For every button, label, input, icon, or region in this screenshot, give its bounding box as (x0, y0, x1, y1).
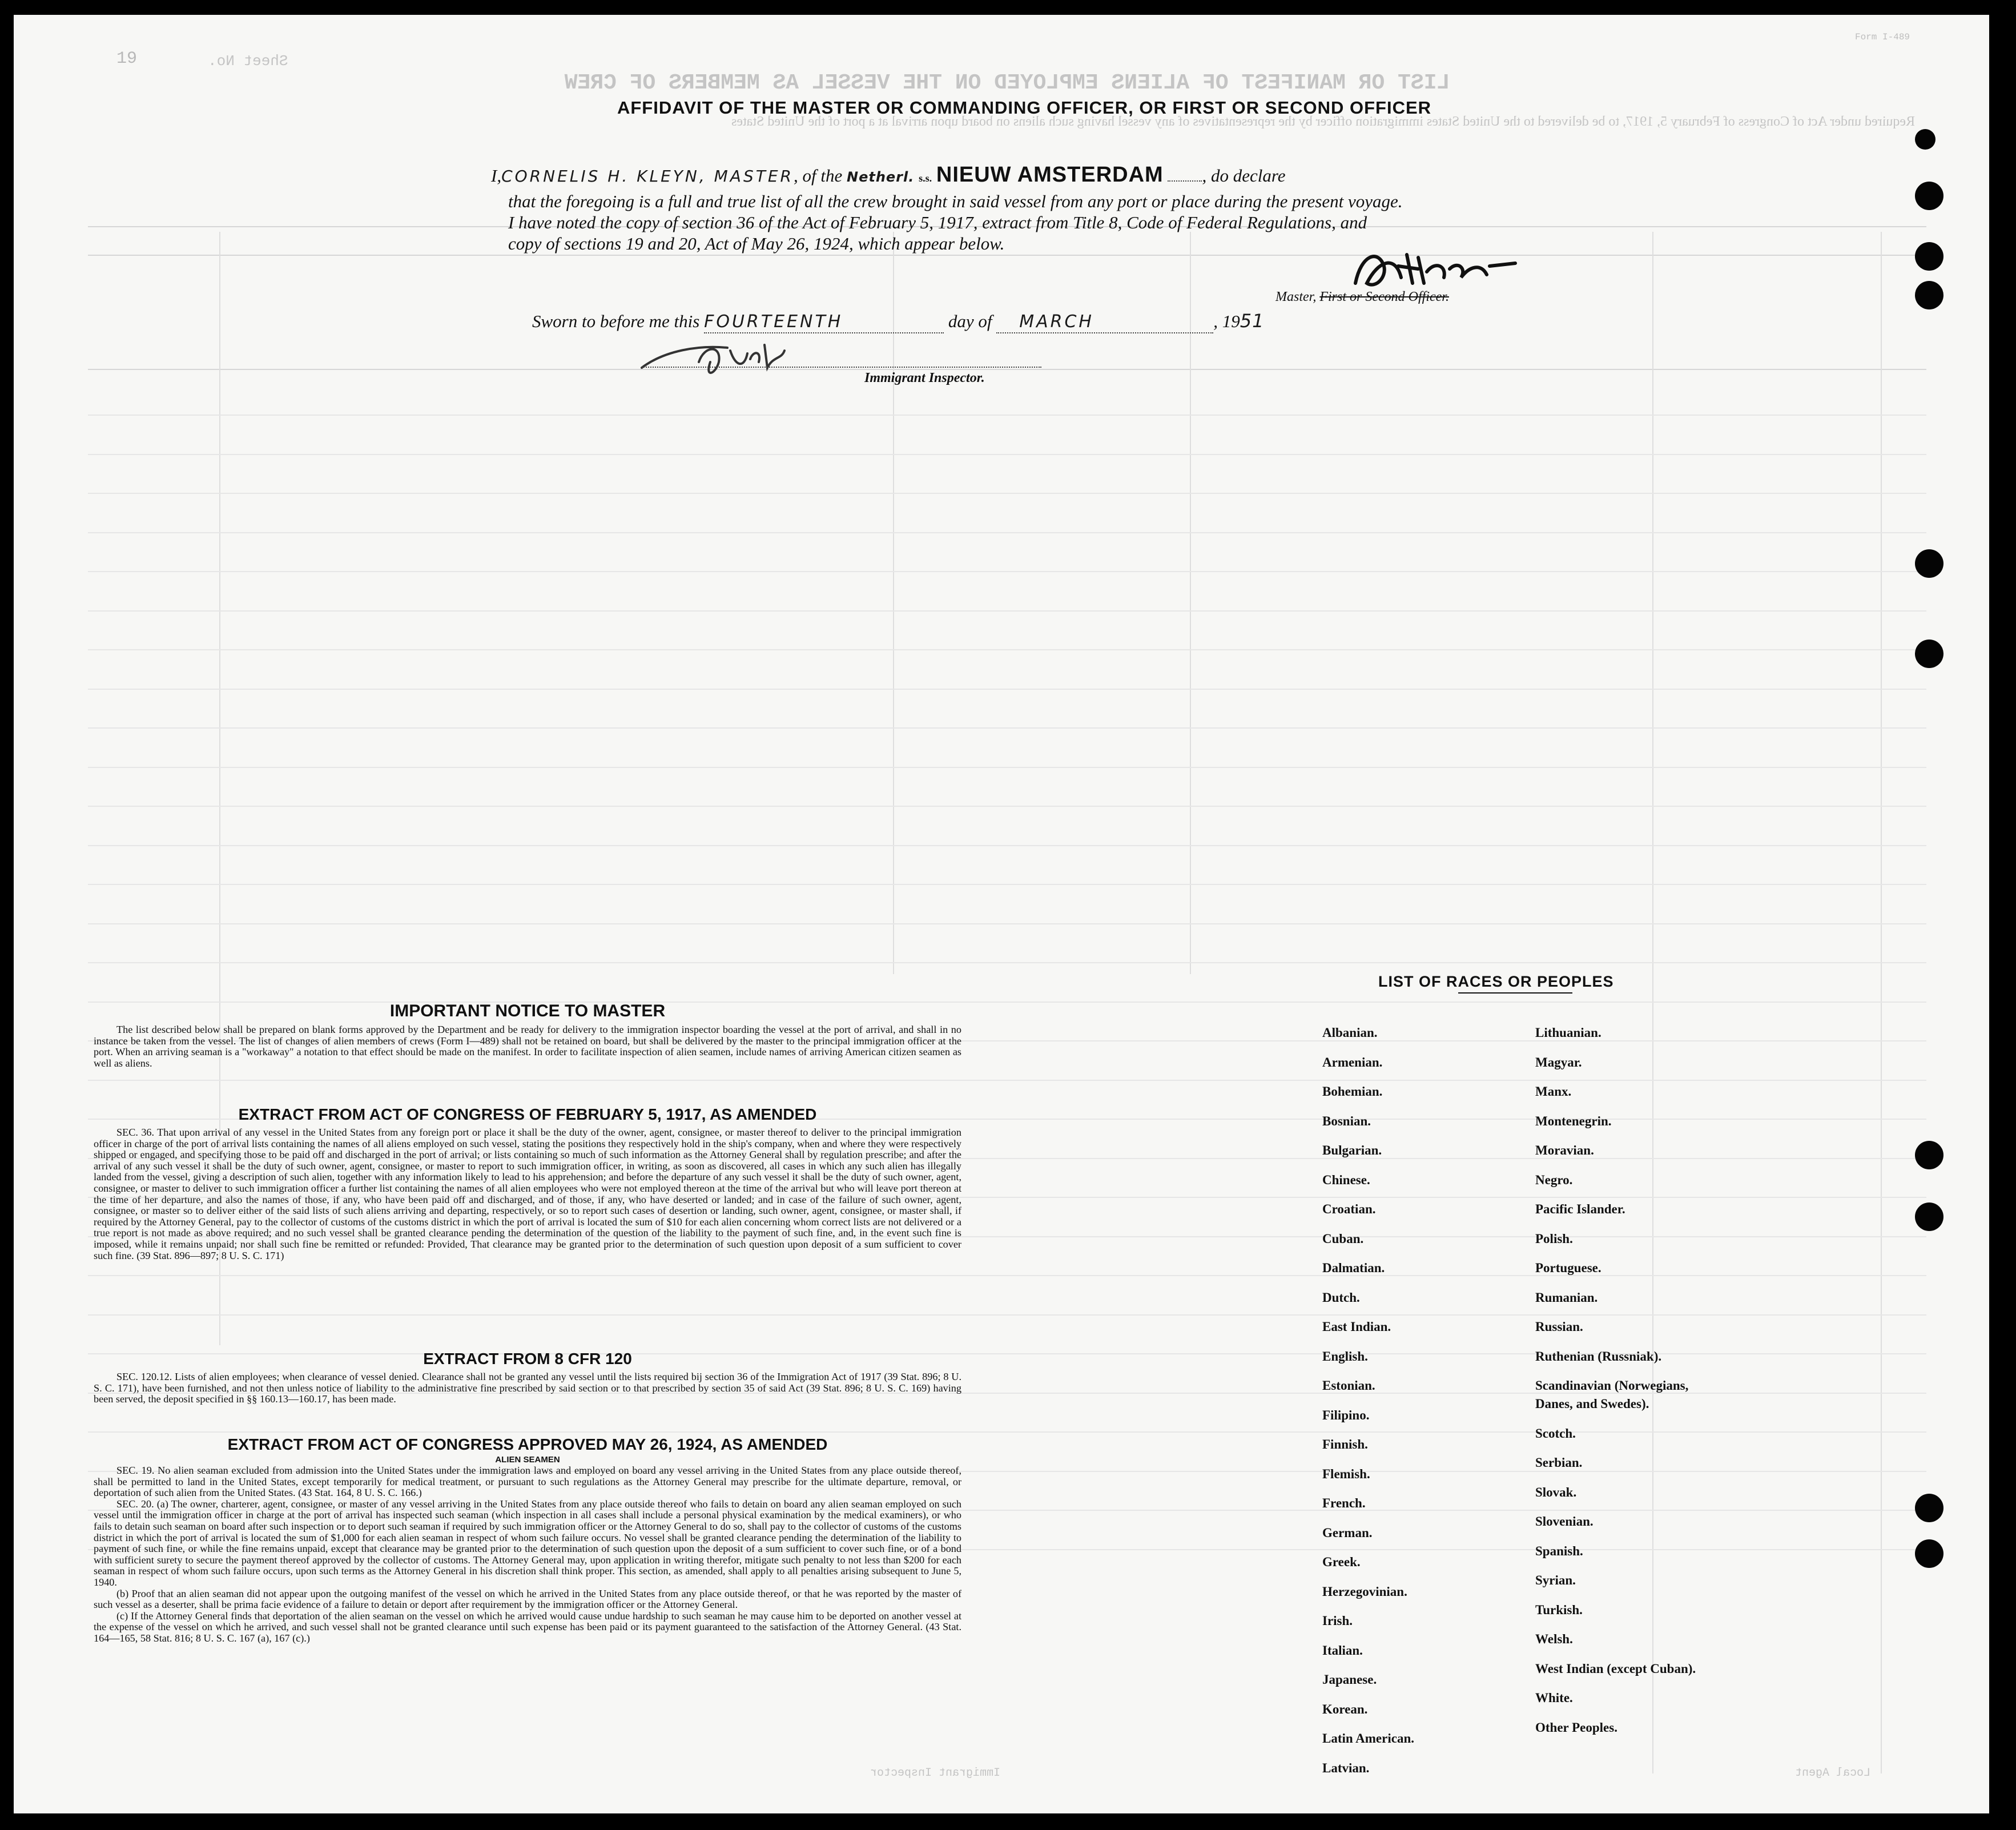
sheet-number: 19 (116, 49, 138, 69)
race-item: Japanese. (1322, 1672, 1377, 1687)
race-item: Herzegovinian. (1322, 1584, 1407, 1599)
punch-hole (1915, 1202, 1943, 1231)
race-item: Armenian. (1322, 1055, 1383, 1069)
race-item: Negro. (1535, 1172, 1573, 1187)
race-item: Russian. (1535, 1320, 1583, 1334)
race-item: Manx. (1535, 1084, 1572, 1099)
race-item: Bohemian. (1322, 1084, 1383, 1099)
race-item: Rumanian. (1535, 1290, 1598, 1305)
sworn-month: MARCH (996, 311, 1213, 333)
race-item: English. (1322, 1349, 1368, 1364)
day-of-label: day of (948, 311, 992, 331)
race-item: Spanish. (1535, 1543, 1583, 1558)
race-item: Slovenian. (1535, 1514, 1594, 1529)
punch-hole (1915, 182, 1943, 210)
nationality: Netherl. (846, 169, 915, 185)
race-item: Welsh. (1535, 1632, 1573, 1646)
races-title: LIST OF RACES OR PEOPLES (1378, 973, 1614, 990)
race-item: German. (1322, 1525, 1373, 1540)
affidavit-title: AFFIDAVIT OF THE MASTER OR COMMANDING OFFICER, OR FIRST OR SECOND OFFICER (617, 98, 1432, 118)
officer-name: CORNELIS H. KLEYN, MASTER (501, 167, 794, 186)
race-item: West Indian (except Cuban). (1535, 1661, 1696, 1676)
race-item: Montenegrin. (1535, 1113, 1612, 1128)
year-prefix: , 19 (1213, 311, 1240, 331)
race-item: Syrian. (1535, 1573, 1576, 1587)
race-item: Latin American. (1322, 1731, 1414, 1745)
ghost-row-rule (88, 649, 1926, 650)
cfr-paragraph: SEC. 120.12. Lists of alien employees; when clearance of vessel denied. Clearance shall not be granted any vessel until the lists required bij section 36 of the Immigration Act of 1917 (39 Stat. 896; 8 U. S. C. 171), have been furnished, and not then unless notice of liability to the administrative fine prescribed by said section or to that prescribed by section 35 of said Act (39 Stat. 896; 8 U. S. C. 169) having been served, the deposit specified in §§ 160.13—160.17, has been made. (94, 1371, 961, 1405)
act1917-title: EXTRACT FROM ACT OF CONGRESS OF FEBRUARY 5, 1917, AS AMENDED (238, 1105, 817, 1123)
ghost-row-rule (88, 1080, 1926, 1081)
race-item: Finnish. (1322, 1437, 1368, 1451)
notice-body (94, 1024, 961, 1069)
race-item: Croatian. (1322, 1202, 1376, 1216)
ghost-row-rule (88, 493, 1926, 494)
act1917-paragraph: SEC. 36. That upon arrival of any vessel in the United States from any foreign port or place it shall be the duty of the owner, agent, consignee, or master thereof to deliver to the principal immigration officer in charge of the port of arrival lists containing the names of all aliens employed on such vessel, stating the positions they respectively hold in the ship's company, when and where they were respectively shipped or engaged, and specifying those to be paid off and discharged in the port of arrival; or lists containing so much of such information as the Attorney General shall by regulation prescribe; and after the arrival of any such vessel it shall be the duty of such owner, agent, consignee, or master to report to such immigration officer, in writing, as soon as discovered, all cases in which any such alien has illegally landed from the vessel, giving a description of such alien, together with any information likely to lead to his apprehension; and before the departure of any such vessel it shall be the duty of such owner, agent, consignee, or master to deliver to such immigration officer a further list containing the names of all alien employees who were not employed thereon at the time of the arrival but who will leave port thereon at the time of her departure, and also the names of those, if any, who have been paid off and discharged, and of those, if any, who have deserted or landed; and in case of the failure of such owner, agent, consignee, or master so to deliver either of the said lists of such aliens arriving and departing, respectively, or so to report such cases of desertion or landing, such owner, agent, consignee, or master shall, if required by the Attorney General, pay to the collector of customs of the customs district in which the port of arrival is located the sum of $10 for each alien concerning whom correct lists are not delivered or a true report is not made as above required; and no such vessel shall be granted clearance pending the determination of the question of the liability to the payment of such fine, and, in the event such fine is imposed, while it remains unpaid; nor shall such fine be remitted or refunded: Provided, That clearance may be granted prior to the determination of such question upon deposit of a sum sufficient to cover such fine. (39 Stat. 896—897; 8 U. S. C. 171) (94, 1127, 961, 1261)
race-item: Scotch. (1535, 1426, 1576, 1441)
affidavit-line-1 (491, 164, 1286, 189)
ghost-rule (893, 232, 894, 974)
vessel-blank (1168, 180, 1202, 182)
affidavit-line-4: copy of sections 19 and 20, Act of May 26, 1924, which appear below. (508, 234, 1005, 254)
races-title-underline (1458, 992, 1572, 994)
ghost-subtitle: Required under Act of Congress of February 5, 1917, to be delivered to the United States immigration officer by the representatives of any vessel having such aliens on board upon arrival at a port of the United States (731, 114, 1915, 129)
race-item: Flemish. (1322, 1466, 1370, 1481)
punch-hole (1915, 281, 1943, 309)
of-the-text: , of the (793, 166, 843, 186)
race-item: Slovak. (1535, 1485, 1577, 1499)
punch-hole (1915, 129, 1935, 150)
race-item: Chinese. (1322, 1172, 1370, 1187)
punch-hole (1915, 1494, 1943, 1522)
inspector-label: Immigrant Inspector. (864, 371, 985, 385)
ghost-row-rule (88, 767, 1926, 768)
punch-hole (1915, 1141, 1943, 1169)
race-item: Estonian. (1322, 1378, 1375, 1393)
race-item: Magyar. (1535, 1055, 1582, 1069)
act1924-body (94, 1465, 961, 1644)
ss-label: s.s. (919, 172, 932, 184)
ghost-row-rule (88, 454, 1926, 455)
punch-hole (1915, 242, 1943, 271)
ghost-row-rule (88, 415, 1926, 416)
race-item: Albanian. (1322, 1025, 1378, 1040)
master-label: Master, (1275, 289, 1317, 304)
ghost-row-rule (88, 1275, 1926, 1276)
ghost-row-rule (88, 962, 1926, 963)
ghost-row-rule (88, 727, 1926, 729)
do-declare-text: , do declare (1202, 166, 1286, 186)
race-item: Irish. (1322, 1614, 1353, 1628)
race-item: Danes, and Swedes). (1535, 1397, 1649, 1411)
sworn-day: FOURTEENTH (704, 311, 944, 333)
officer-struck: First or Second Officer. (1319, 289, 1449, 304)
sheet-label: Sheet No. (208, 53, 288, 70)
race-item: Turkish. (1535, 1602, 1583, 1617)
ghost-rule (88, 255, 1926, 256)
act1924-subtitle: ALIEN SEAMEN (495, 1455, 560, 1465)
ghost-footer-left: Immigrant Inspector (870, 1767, 1001, 1780)
race-item: White. (1535, 1691, 1573, 1705)
ghost-row-rule (88, 532, 1926, 533)
act1924-sec20c: (c) If the Attorney General finds that deportation of the alien seaman on the vessel on which he arrived would cause undue hardship to such seaman he may cause him to be deported on another vessel at the expense of the vessel on which he arrived, and such vessel shall not be granted clearance until such expense has been paid or its payment guaranteed to the satisfaction of the Attorney General. (43 Stat. 164—165, 58 Stat. 816; 8 U. S. C. 167 (a), 167 (c).) (94, 1610, 961, 1644)
race-item: Ruthenian (Russniak). (1535, 1349, 1662, 1364)
vessel-name: NIEUW AMSTERDAM (936, 163, 1164, 187)
affidavit-lead: I, (491, 166, 502, 186)
inspector-signature (630, 328, 836, 385)
act1917-body (94, 1127, 961, 1261)
ghost-row-rule (88, 884, 1926, 885)
ghost-row-rule (88, 610, 1926, 612)
ghost-row-rule (88, 923, 1926, 924)
race-item: Polish. (1535, 1231, 1573, 1246)
act1924-sec19: SEC. 19. No alien seaman excluded from admission into the United States under the immigration laws and employed on board any vessel arriving in the United States from any place outside thereof, shall be permitted to land in the United States, except temporarily for medical treatment, or pursuant to such regulations as the Attorney General may prescribe for the ultimate departure, removal, or deportation of such alien from the United States. (43 Stat. 164, 8 U. S. C. 166.) (94, 1465, 961, 1499)
race-item: Italian. (1322, 1643, 1363, 1658)
race-item: Dalmatian. (1322, 1261, 1385, 1275)
race-item: Latvian. (1322, 1760, 1370, 1775)
affidavit-line-2: that the foregoing is a full and true list of all the crew brought in said vessel from any port or place during the present voyage. (508, 191, 1403, 211)
ghost-rule (1881, 232, 1882, 1773)
race-item: Other Peoples. (1535, 1720, 1617, 1735)
race-item: Filipino. (1322, 1407, 1370, 1422)
ghost-rule (1190, 232, 1191, 974)
ghost-title: LIST OR MANIFEST OF ALIENS EMPLOYED ON THE VESSEL AS MEMBERS OF CREW (564, 71, 1450, 95)
race-item: Dutch. (1322, 1290, 1360, 1305)
ghost-rule (88, 369, 1926, 370)
ghost-rule (1652, 232, 1653, 1773)
act1924-sec20b: (b) Proof that an alien seaman did not appear upon the outgoing manifest of the vessel on which he arrived in the United States from any place outside thereof, or that he was reported by the master of such vessel as a deserter, shall be prima facie evidence of a failure to detain or deport after requirement by the immigration officer or the Attorney General. (94, 1587, 961, 1611)
ghost-row-rule (88, 1314, 1926, 1316)
act1924-title: EXTRACT FROM ACT OF CONGRESS APPROVED MAY 26, 1924, AS AMENDED (227, 1435, 828, 1453)
race-item: Korean. (1322, 1702, 1368, 1716)
notice-paragraph: The list described below shall be prepared on blank forms approved by the Department and be ready for delivery to the immigration inspector boarding the vessel at the port of arrival, and shall in no instance be taken from the vessel. The list of changes of alien members of crews (Form I—489) shall not be retained on board, but shall be delivered by the master to the principal immigration officer at the port. When an arriving seaman is a "workaway" a notation to that effect should be made on the manifest. In order to facilitate inspection of alien seamen, include names of arriving American citizen seamen as well as aliens. (94, 1024, 961, 1069)
race-item: Cuban. (1322, 1231, 1364, 1246)
cfr-body (94, 1372, 961, 1405)
race-item: Greek. (1322, 1555, 1361, 1569)
punch-hole (1915, 1539, 1943, 1568)
race-item: Bosnian. (1322, 1113, 1371, 1128)
notice-title: IMPORTANT NOTICE TO MASTER (389, 1002, 666, 1020)
ghost-row-rule (88, 689, 1926, 690)
ghost-row-rule (88, 571, 1926, 572)
ghost-row-rule (88, 1431, 1926, 1433)
punch-hole (1915, 549, 1943, 578)
race-item: French. (1322, 1496, 1366, 1510)
race-item: Moravian. (1535, 1143, 1594, 1157)
race-item: Serbian. (1535, 1455, 1583, 1470)
punch-hole (1915, 640, 1943, 668)
sworn-label: Sworn to before me this (532, 311, 700, 331)
year-suffix: 51 (1240, 310, 1265, 332)
race-item: Lithuanian. (1535, 1025, 1601, 1040)
race-item: Portuguese. (1535, 1261, 1601, 1275)
cfr-title: EXTRACT FROM 8 CFR 120 (423, 1350, 632, 1368)
ghost-row-rule (88, 845, 1926, 846)
race-item: East Indian. (1322, 1320, 1391, 1334)
master-label-line (1275, 287, 1449, 308)
ghost-row-rule (88, 806, 1926, 807)
race-item: Pacific Islander. (1535, 1202, 1625, 1216)
act1924-sec20a: SEC. 20. (a) The owner, charterer, agent, consignee, or master of any vessel arriving in the United States from any place outside thereof who fails to detain on board any alien seaman employed on such vessel until the immigration officer in charge at the port of arrival has inspected such seaman (which inspection in all cases shall include a personal physical examination by the medical examiners), or who fails to detain such seaman on board after such inspection or to deport such seaman if required by such immigration officer or the Attorney General to do so, shall pay to the collector of customs of the customs district in which the port of arrival is located the sum of $1,000 for each alien seaman in respect of whom such failure occurs. No vessel shall be granted clearance pending the determination of the liability to payment of such fine, or while the fine remains unpaid, except that clearance may be granted prior to the determination of such question upon the deposit of a sum sufficient to cover such fine, or of a bond with sufficient surety to secure the payment thereof approved by the collector of customs. The Attorney General may, upon application in writing therefor, mitigate such penalty to not less than $200 for each seaman in respect of whom such failure occurs, upon such terms as the Attorney General in his discretion shall think proper. This section, as amended, shall apply to all penalties arising subsequent to June 5, 1940. (94, 1498, 961, 1588)
ghost-footer-right: Local Agent (1795, 1767, 1871, 1780)
race-item: Scandinavian (Norwegians, (1535, 1378, 1689, 1393)
affidavit-line-3: I have noted the copy of section 36 of the Act of February 5, 1917, extract from Title 8, Code of Federal Regulations, and (508, 212, 1367, 232)
race-item: Bulgarian. (1322, 1143, 1382, 1157)
manifest-page (14, 15, 1989, 1813)
form-number: Form I-489 (1855, 32, 1910, 42)
